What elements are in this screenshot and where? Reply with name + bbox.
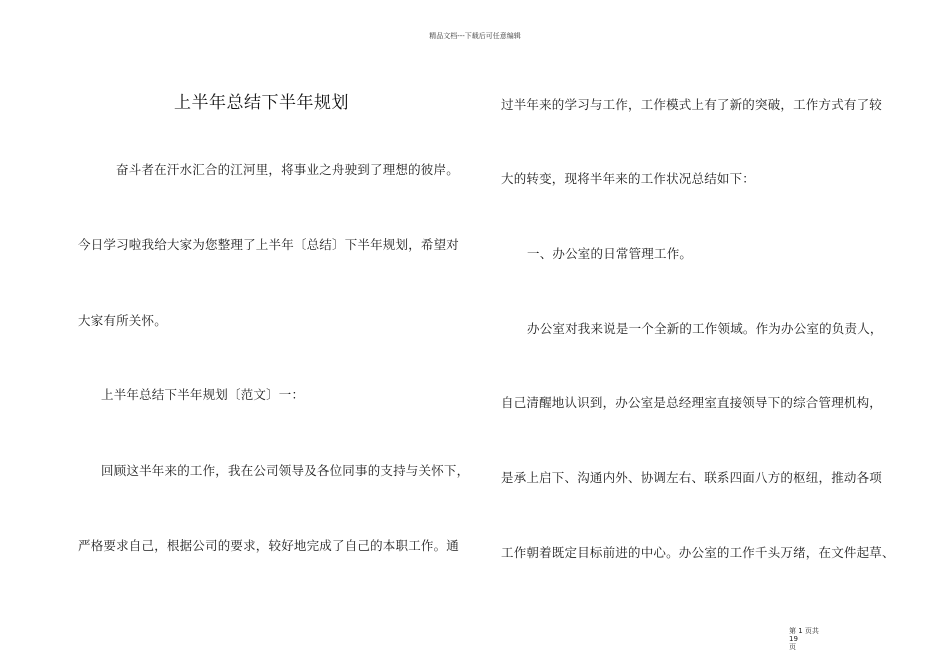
paragraph-line: 办公室对我来说是一个全新的工作领域。作为办公室的负责人， <box>527 321 883 336</box>
paragraph-line: 大的转变，现将半年来的工作状况总结如下： <box>501 171 756 186</box>
paragraph-line: 奋斗者在汗水汇合的江河里，将事业之舟驶到了理想的彼岸。 <box>116 162 459 177</box>
paragraph-line: 严格要求自己，根据公司的要求，较好地完成了自己的本职工作。通 <box>78 538 460 553</box>
section-heading: 上半年总结下半年规划〔范文〕一： <box>101 387 305 402</box>
paragraph-line: 工作朝着既定目标前进的中心。办公室的工作千头万绪，在文件起草、 <box>501 545 895 560</box>
page-header: 精品文档---下载后可任意编辑 <box>429 32 521 40</box>
page-number-line: 第 1 页共 19 <box>789 627 819 643</box>
paragraph-line: 大家有所关怀。 <box>78 313 167 328</box>
paragraph-line: 自己清醒地认识到，办公室是总经理室直接领导下的综合管理机构， <box>501 395 883 410</box>
page-number <box>789 627 829 651</box>
document-title: 上半年总结下半年规划 <box>174 93 349 113</box>
paragraph-line: 回顾这半年来的工作，我在公司领导及各位同事的支持与关怀下， <box>101 463 470 478</box>
page-number-line: 页 <box>789 643 796 651</box>
paragraph-line: 过半年来的学习与工作，工作模式上有了新的突破，工作方式有了较 <box>501 97 883 112</box>
paragraph-line: 今日学习啦我给大家为您整理了上半年〔总结〕下半年规划，希望对 <box>78 237 460 252</box>
section-heading: 一、办公室的日常管理工作。 <box>527 246 693 261</box>
paragraph-line: 是承上启下、沟通内外、协调左右、联系四面八方的枢纽，推动各项 <box>501 470 883 485</box>
